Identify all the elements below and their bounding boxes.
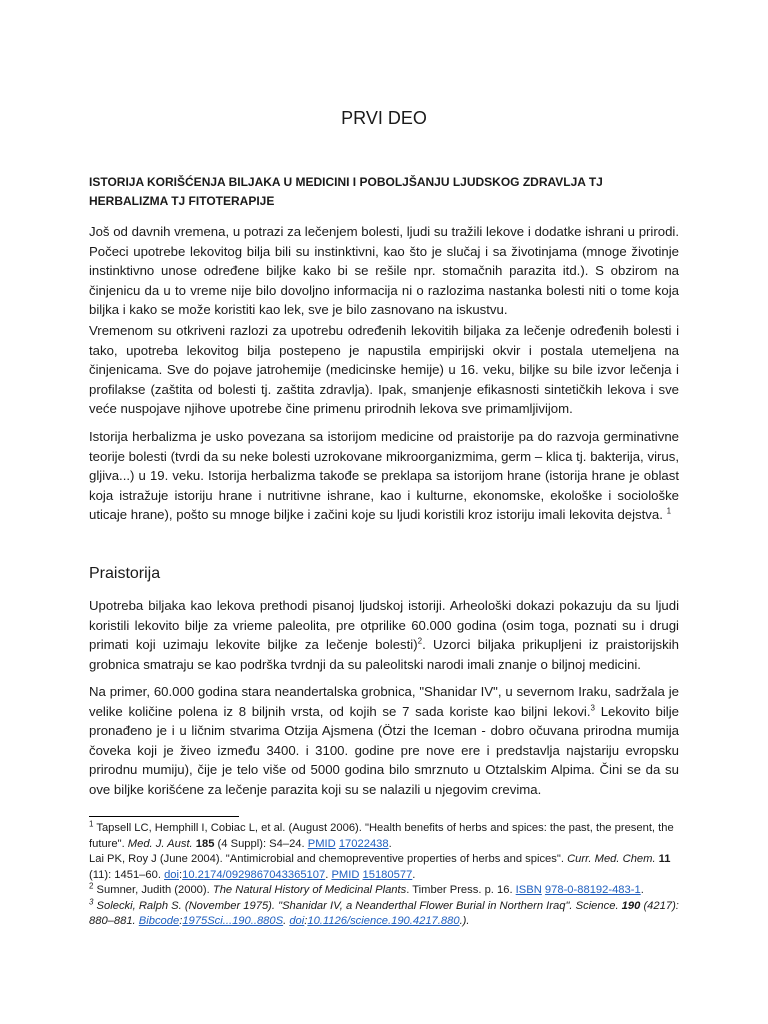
- footnote-2-isbn-link[interactable]: 978-0-88192-483-1: [544, 884, 641, 896]
- footnote-1b-journal: Curr. Med. Chem.: [567, 853, 656, 865]
- footnote-3-pages: (4217): 880–881.: [89, 899, 679, 927]
- footnote-1-end: .: [388, 837, 392, 850]
- footnote-1-number: 1: [89, 819, 94, 829]
- footnote-1b-pmid-label-link[interactable]: PMID: [331, 868, 360, 881]
- paragraph-shanidar-text-a: Na primer, 60.000 godina stara neandertalska grobnica, "Shanidar IV", u severnom Iraku, sadržala je velike količine polena iz 8 biljnih vrsta, od kojih se 7 sada koriste kao biljni lekovi.: [89, 684, 679, 719]
- page-title: PRVI DEO: [341, 108, 427, 128]
- paragraph-prehistory-text-a: Upotreba biljaka kao lekova prethodi pisanoj ljudskoj istoriji. Arheološki dokazi pokazuju da su ljudi koristili lekovito bilje za vrieme paleolita, pre otprilike 60.000 godina (osim toga, poznati su i drugi primati koji uzimaju lekovite biljke za lečenje bolesti): [89, 598, 679, 653]
- footnote-3: [89, 896, 689, 930]
- footnote-3-doi-link[interactable]: 10.1126/science.190.4217.880: [307, 915, 460, 927]
- section-heading-praistorija: Praistorija: [89, 565, 161, 582]
- footnote-1b-colon: :: [179, 868, 183, 881]
- footnote-1b-pmid-link[interactable]: 15180577: [362, 868, 413, 881]
- footnote-3-number: 3: [89, 896, 94, 906]
- footnote-1b-doi-label-link[interactable]: doi: [164, 868, 179, 881]
- footnote-1b-end: .: [412, 868, 416, 881]
- footnote-3-doi-label-link[interactable]: doi: [289, 915, 305, 927]
- footnote-2-publisher: . Timber Press. p. 16.: [406, 884, 516, 896]
- footnote-1-pmid-link[interactable]: 17022438: [338, 837, 389, 850]
- footnote-3-sep: .: [283, 915, 290, 927]
- footnote-3-text: Solecki, Ralph S. (November 1975). "Shanidar IV, a Neanderthal Flower Burial in Northern Iraq". Science.: [93, 899, 622, 912]
- footnote-1b-sep: .: [325, 868, 332, 881]
- paragraph-history: Vremenom su otkriveni razlozi za upotrebu određenih lekovitih biljaka za lečenje određenih bolesti i tako, upotreba lekovitog bilja postepeno je napustila empirijski okvir i postala utemeljena na činjenicama. Sve do pojave jatrohemije (medicinske hemije) u 16. veku, biljke su bile izvor lečenja i profilakse (zaštita od bolesti tj. zaštita zdravlja). Ipak, smanjenje efikasnosti sintetičkih lekova i sve veće nuspojave njihove upotrebe čine primenu prirodnih lekova sve primamljivijom.: [89, 323, 679, 417]
- footnote-2: [89, 883, 689, 899]
- footnote-ref-3[interactable]: 3: [590, 703, 595, 713]
- paragraph-intro: Još od davnih vremena, u potrazi za lečenjem bolesti, ljudi su tražili lekove i dodatke ishrani u prirodi. Počeci upotrebe lekovitog bilja bili su instinktivni, kao što je slučaj i sa životinjama (mnoge životinje instinktivno unose određene biljke kako bi se rešile npr. stomačnih parazita itd.). S obzirom na činjenicu da u to vreme nije bilo dovoljno informacija ni o razlozima nastanka bolesti niti o tome koja biljka i kako se može koristiti kao lek, sve je bilo zasnovano na iskustvu.: [89, 224, 679, 318]
- footnote-3-colon: :: [179, 915, 183, 927]
- footnote-ref-1[interactable]: 1: [666, 506, 672, 516]
- paragraph-shanidar: [89, 682, 679, 800]
- paragraph-prehistory-text-b: . Uzorci biljaka prikupljeni iz praistorijskih grobnica smatraju se kao podrška tvrdnji da su paleolitski narodi imali znanje o biljnoj medicini.: [89, 637, 679, 672]
- footnote-1-text: Tapsell LC, Hemphill I, Cobiac L, et al. (August 2006). "Health benefits of herbs and spices: the past, the present, the future".: [89, 822, 674, 850]
- footnotes: [89, 821, 689, 930]
- footnote-2-end: .: [640, 884, 644, 896]
- footnote-1b-text: Lai PK, Roy J (June 2004). "Antimicrobial and chemopreventive properties of herbs and spices".: [89, 853, 568, 865]
- footnote-1b-doi-link[interactable]: 10.2174/0929867043365107: [182, 868, 326, 881]
- footnote-separator: [89, 816, 239, 817]
- footnote-2-book: The Natural History of Medicinal Plants: [212, 884, 407, 896]
- footnote-1-pages: (4 Suppl): S4–24.: [214, 837, 308, 850]
- footnote-3-bibcode-label-link[interactable]: Bibcode: [138, 915, 180, 927]
- footnote-1: [89, 821, 689, 852]
- paragraph-shanidar-text-b: Lekovito bilje pronađeno je i u ličnim stvarima Otzija Ajsmena (Ötzi the Iceman - dobro očuvana prirodna mumija čoveka koji je živeo između 3400. i 3100. godine pre nove ere i predstavlja najstariju evropsku prirodnu mumiju), čije je telo više od 5000 godina bilo smrznuto u Otztalskim Alpima. Čini se da su ove biljke korišćene za lečenje parazita koji su se nalazili u njegovim crevima.: [89, 703, 679, 797]
- footnote-3-bibcode-link[interactable]: 1975Sci...190..880S: [182, 915, 284, 927]
- paragraph-prehistory: [89, 596, 679, 674]
- footnote-2-isbn-label-link[interactable]: ISBN: [515, 884, 542, 896]
- paragraph-herbalism: [89, 427, 679, 525]
- footnote-2-number: 2: [89, 881, 94, 891]
- footnote-1-journal: Med. J. Aust.: [127, 837, 193, 850]
- footnote-3-colon-2: :: [304, 915, 308, 927]
- footnote-1-pmid-label-link[interactable]: PMID: [307, 837, 336, 850]
- footnote-1b-pages: (11): 1451–60.: [89, 868, 165, 881]
- footnote-1b-volume: 11: [658, 853, 671, 865]
- footnote-1-volume: 185: [195, 837, 215, 850]
- footnote-2-text: Sumner, Judith (2000).: [93, 884, 213, 896]
- paragraph-herbalism-text: Istorija herbalizma je usko povezana sa istorijom medicine od praistorije pa do razvoja germinativne teorije bolesti (tvrdi da su neke bolesti uzrokovane mikroorganizmima, germ – klica tj. bakterija, virus, gljiva...) u 19. veku. Istorija herbalizma takođe se preklapa sa istorijom hrane (istorija hrane je oblast koja istražuje istoriju hrane i nutritivne ishrane, kao i kulturne, ekonomske, ekološke i sociološke uticaje hrane), pošto su mnoge biljke i začini koje su ljudi koristili kroz istoriju imali lekovita dejstva.: [89, 429, 679, 523]
- footnote-3-volume: 190: [621, 899, 641, 912]
- chapter-heading: ISTORIJA KORIŠĆENJA BILJAKA U MEDICINI I POBOLJŠANJU LJUDSKOG ZDRAVLJA TJ HERBALIZMA TJ FITOTERAPIJE: [89, 175, 603, 208]
- footnote-1b: [89, 852, 689, 883]
- footnote-3-end: .).: [459, 915, 470, 927]
- footnote-ref-2[interactable]: 2: [417, 636, 423, 646]
